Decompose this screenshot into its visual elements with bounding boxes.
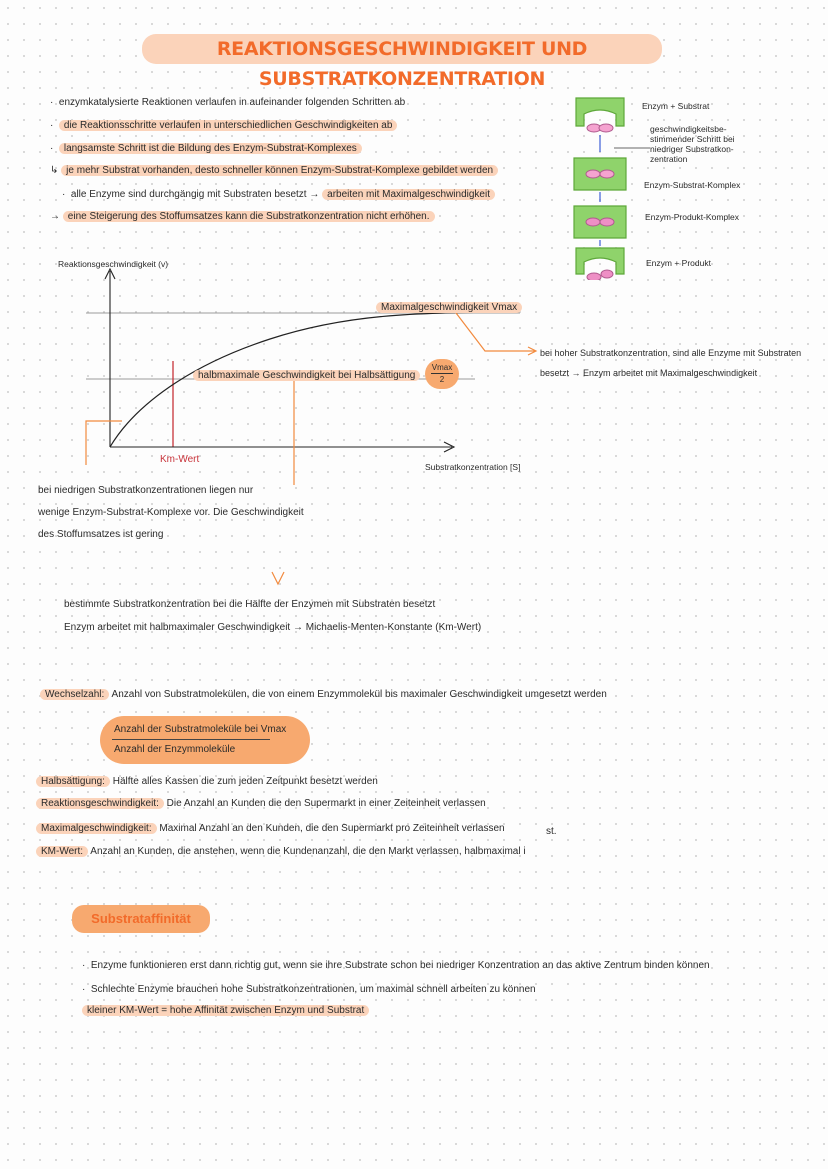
wechselzahl-formula (100, 716, 310, 764)
enzyme-substrate-icon (576, 98, 624, 132)
fraction-bar (112, 739, 270, 740)
bullet-6: → eine Steigerung des Stoffumsatzes kann die Substratkonzentration nicht erhöhen. (50, 210, 435, 223)
enzyme-product-icon (576, 248, 624, 280)
annotation-high-1: bei hoher Substratkonzentration, sind alle Enzyme mit Substraten (540, 348, 802, 358)
bullet-5: · alle Enzyme sind durchgängig mit Substraten besetzt → arbeiten mit Maximalgeschwindigkeit (62, 188, 495, 201)
analogy-2: Reaktionsgeschwindigkeit: Die Anzahl an Kunden die den Supermarkt in einer Zeiteinheit verlassen (36, 797, 486, 810)
affinity-bullet-3: kleiner KM-Wert = hohe Affinität zwischen Enzym und Substrat (82, 1004, 369, 1017)
analogy-3: Maximalgeschwindigkeit: Maximal Anzahl an den Kunden, die den Supermarkt pro Zeiteinheit verlassen (36, 822, 505, 835)
km-label: Km-Wert (160, 454, 200, 465)
analogy-4: KM-Wert: Anzahl an Kunden, die anstehen, wenn die Kundenanzahl, die den Markt verlassen, halbmaximal i (36, 845, 526, 858)
y-axis-label: Reaktionsgeschwindigkeit (v) (58, 259, 169, 269)
annotation-low-2: wenige Enzym-Substrat-Komplexe vor. Die Geschwindigkeit (38, 507, 304, 518)
x-axis-label: Substratkonzentration [S] (425, 462, 521, 472)
wechselzahl-line: Wechselzahl: Anzahl von Substratmolekülen, die von einem Enzymmolekül bis maximaler Geschwindigkeit umgesetzt werden (40, 688, 607, 701)
low-pointer (86, 421, 122, 465)
annotation-low-3: des Stoffumsatzes ist gering (38, 529, 164, 540)
bullet-4: ↳ je mehr Substrat vorhanden, desto schneller können Enzym-Substrat-Komplexe gebildet werden (50, 164, 498, 177)
label-langsam: geschwindigkeitsbe-stimmender Schritt bei niedriger Substratkon-zentration (650, 124, 735, 164)
bullet-3: · langsamste Schritt ist die Bildung des Enzym-Substrat-Komplexes (50, 142, 362, 155)
annotation-low-1: bei niedrigen Substratkonzentrationen liegen nur (38, 485, 254, 496)
label-enzym-substrat: Enzym + Substrat (642, 101, 710, 111)
label-enzym-produkt: Enzym + Produkt (646, 258, 711, 268)
vmax-label: Maximalgeschwindigkeit Vmax (376, 301, 522, 314)
enzyme-substrate-complex-icon (574, 158, 626, 190)
km-pointer-arrowhead (268, 568, 288, 588)
label-produkt-komplex: Enzym-Produkt-Komplex (645, 212, 740, 222)
enzyme-diagram (570, 90, 630, 280)
affinity-bullet-2: · Schlechte Enzyme brauchen hohe Substratkonzentrationen, um maximal schnell arbeiten zu können (82, 984, 536, 995)
annotation-km-1: bestimmte Substratkonzentration bei die Hälfte der Enzymen mit Substraten besetzt (64, 599, 436, 610)
bullet-2: · die Reaktionsschritte verlaufen in unterschiedlichen Geschwindigkeiten ab (50, 119, 397, 132)
section-heading-substrataffinitaet: Substrataffinität (72, 905, 210, 933)
half-label: halbmaximale Geschwindigkeit bei Halbsättigung (193, 369, 420, 382)
analogy-trail: st. (546, 826, 557, 837)
annotation-km-2: Enzym arbeitet mit halbmaximaler Geschwindigkeit → Michaelis-Menten-Konstante (Km-Wert) (64, 622, 482, 633)
affinity-bullet-1: · Enzyme funktionieren erst dann richtig gut, wenn sie ihre Substrate schon bei niedriger Konzentration an das aktive Zentrum binden können (82, 960, 710, 971)
annotation-high-2: besetzt → Enzym arbeitet mit Maximalgeschwindigkeit (540, 368, 758, 378)
enzyme-product-complex-icon (574, 206, 626, 238)
label-komplex: Enzym-Substrat-Komplex (644, 180, 741, 190)
page-title: REAKTIONSGESCHWINDIGKEIT UND SUBSTRATKONZENTRATION (142, 34, 662, 64)
formula-denominator: Anzahl der Enzymmoleküle (114, 744, 236, 755)
analogy-1: Halbsättigung: Hälfte alles Kassen die zum jeden Zeitpunkt besetzt werden (36, 775, 378, 788)
vmax-pointer (453, 309, 535, 351)
pointer-line (612, 140, 652, 156)
bullet-1: · enzymkatalysierte Reaktionen verlaufen in aufeinander folgenden Schritten ab (50, 97, 406, 108)
half-vmax-symbol: Vmax 2 (425, 359, 459, 389)
formula-numerator: Anzahl der Substratmoleküle bei Vmax (114, 724, 287, 735)
